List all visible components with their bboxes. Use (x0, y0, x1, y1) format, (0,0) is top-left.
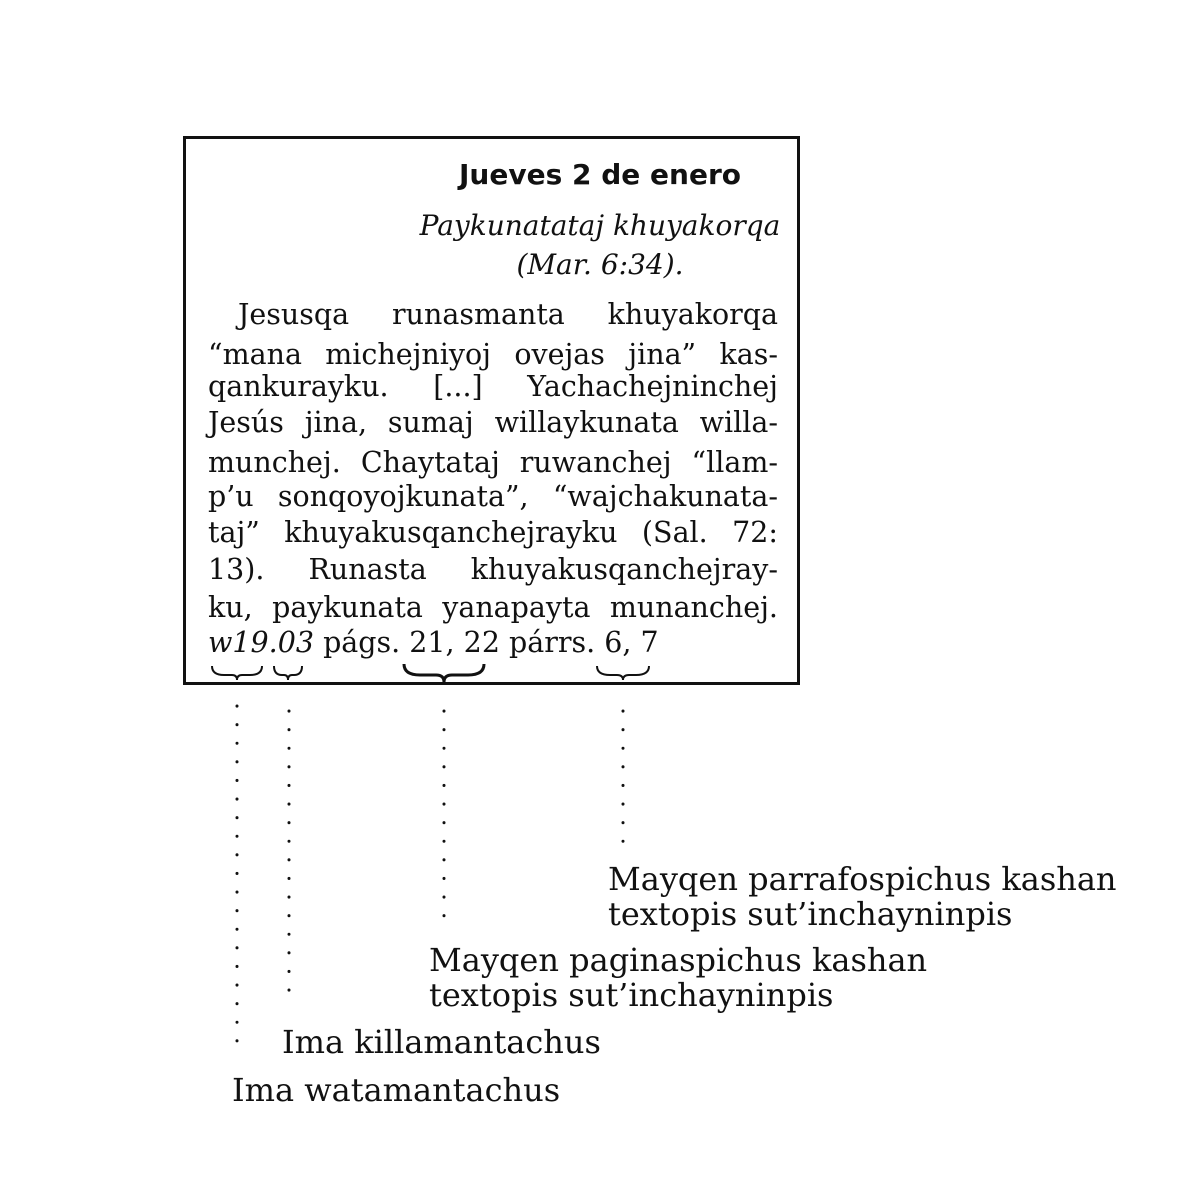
daily-text-date: Jueves 2 de enero (459, 158, 741, 191)
pages-label-line2: textopis sut’inchayninpis (429, 976, 834, 1014)
reference-year: w19 (208, 626, 269, 659)
month-label: Ima killamantachus (282, 1023, 601, 1061)
body-line: qankurayku. [...] Yachachejninchej (208, 370, 778, 403)
reference-month: 03 (277, 626, 314, 659)
reference-dot: . (268, 626, 278, 659)
reference-paragraphs: 6, 7 (604, 626, 659, 659)
theme-scripture-line1: Paykunatataj khuyakorqa (419, 209, 781, 242)
pages-brace (404, 664, 484, 682)
body-line: “mana michejniyoj ovejas jina” kas- (208, 338, 778, 371)
paragraphs-label-line1: Mayqen parrafospichus kashan (608, 860, 1117, 898)
month-brace (274, 666, 302, 680)
body-line: p’u sonqoyojkunata”, “wajchakunata- (208, 480, 778, 513)
year-label: Ima watamantachus (232, 1071, 561, 1109)
body-line: 13). Runasta khuyakusqanchejray- (208, 553, 778, 586)
paragraphs-brace (597, 666, 649, 680)
paragraphs-label-line2: textopis sut’inchayninpis (608, 895, 1013, 933)
reference-paragraphs-word: párrs. (509, 626, 596, 659)
body-line: Jesús jina, sumaj willaykunata willa- (208, 406, 778, 439)
body-line: munchej. Chaytataj ruwanchej “llam- (208, 446, 778, 479)
reference-pages: 21, 22 (409, 626, 500, 659)
body-line: Jesusqa runasmanta khuyakorqa (238, 298, 778, 331)
body-line: ku, paykunata yanapayta munanchej. (208, 591, 778, 624)
theme-scripture-line2: (Mar. 6:34). (516, 248, 684, 281)
body-line: taj” khuyakusqanchejrayku (Sal. 72: (208, 516, 778, 549)
reference-pages-word: págs. (323, 626, 401, 659)
year-brace (212, 666, 262, 680)
pages-label-line1: Mayqen paginaspichus kashan (429, 941, 928, 979)
